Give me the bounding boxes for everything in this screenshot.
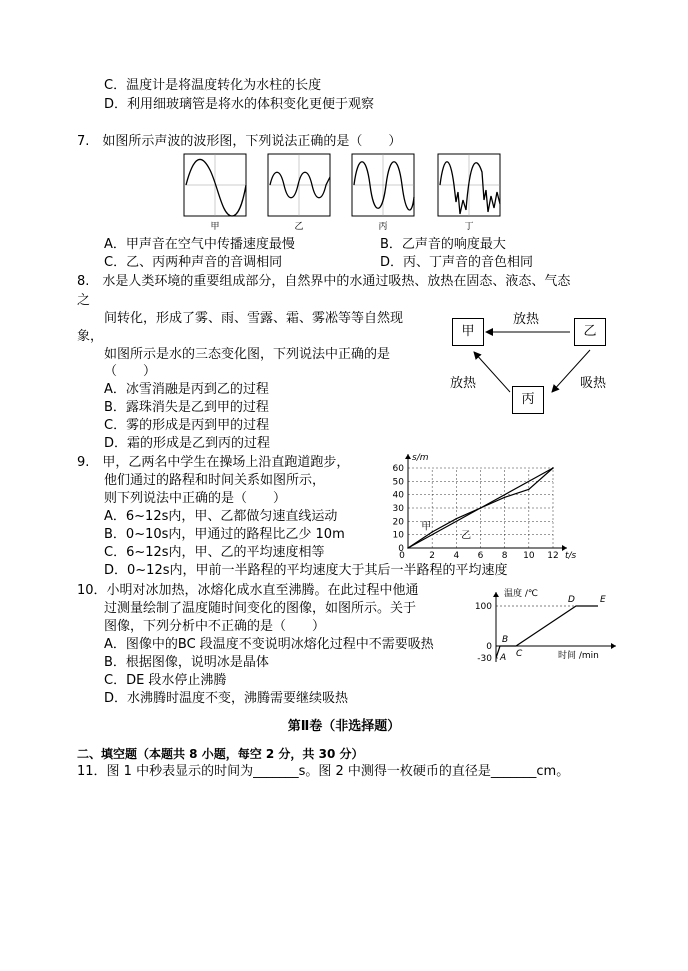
series-0-point-1	[431, 531, 432, 532]
y-tick-0: 0	[486, 642, 492, 652]
q8-option-b: B．露珠消失是乙到甲的过程	[104, 400, 269, 415]
wave-label-ding: 丁	[464, 222, 474, 232]
q6-option-c: C．温度计是将温度转化为水柱的长度	[104, 78, 322, 93]
y-axis-arrow	[405, 454, 411, 459]
q8-line1b: 之	[77, 293, 91, 308]
x-tick-4: 4	[453, 551, 460, 560]
q9-line2: 他们通过的路程和时间关系如图所示，	[104, 473, 326, 488]
origin-label: 0	[399, 551, 405, 560]
x-tick-8: 8	[501, 551, 508, 560]
series-1-point-0	[407, 547, 408, 548]
q7-option-c: C．乙、丙两种声音的音调相同	[104, 255, 283, 270]
y-tick-40: 40	[392, 490, 404, 501]
y-axis-label: s/m	[412, 453, 429, 463]
part-heading: 二、填空题（本题共 8 小题，每空 2 分，共 30 分）	[77, 747, 364, 761]
state-yi: 乙	[574, 318, 606, 346]
y-tick-30: 30	[392, 504, 404, 514]
waveform-yi	[268, 154, 330, 216]
label-top-fangre: 放热	[513, 312, 540, 327]
q9-line3: 则下列说法中正确的是（ ）	[104, 491, 287, 506]
y-tick-100: 100	[474, 602, 492, 612]
state-bing: 丙	[512, 386, 544, 414]
x-axis-arrow	[611, 643, 616, 649]
series-label-jia: 甲	[421, 521, 432, 533]
q8-option-a: A．冰雪消融是丙到乙的过程	[104, 382, 269, 397]
x-tick-2: 2	[429, 551, 436, 560]
state-jia: 甲	[452, 318, 484, 346]
series-label-yi: 乙	[461, 530, 472, 542]
y-tick-20: 20	[392, 517, 404, 528]
y-axis-arrow	[493, 592, 499, 597]
waveform-ding	[438, 154, 500, 216]
x-tick-6: 6	[477, 551, 484, 560]
q10-option-b: B．根据图像，说明冰是晶体	[104, 655, 269, 670]
q8-option-c: C．雾的形成是丙到甲的过程	[104, 418, 270, 433]
q7-option-d: D．丙、丁声音的音色相同	[380, 255, 534, 270]
q9-line1: 9. 甲，乙两名中学生在操场上沿直跑道跑步，	[77, 455, 350, 470]
q9-option-d: D．0~12s内，甲前一半路程的平均速度大于其后一半路程的平均速度	[104, 563, 508, 578]
q9-option-a: A．6~12s内，甲、乙都做匀速直线运动	[104, 509, 338, 524]
q8-line1: 8. 水是人类环境的重要组成部分，自然界中的水通过吸热、放热在固态、液态、气态	[77, 274, 571, 289]
x-tick-12: 12	[547, 551, 559, 560]
wave-label-yi: 乙	[294, 222, 304, 232]
waveform-svg	[180, 152, 510, 234]
point-label-D: D	[568, 595, 575, 605]
q9-option-b: B．0~10s内，甲通过的路程比乙少 10m	[104, 527, 345, 542]
series-1-point-2	[552, 467, 553, 468]
q8-line4: （ ）	[104, 364, 157, 379]
q7-option-a: A．甲声音在空气中传播速度最慢	[104, 237, 295, 252]
x-axis-label: t/s	[565, 551, 577, 560]
q9-option-c: C．6~12s内，甲、乙的平均速度相等	[104, 545, 325, 560]
q10-option-c: C．DE 段水停止沸腾	[104, 673, 227, 688]
x-axis-label: 时间 /min	[558, 651, 599, 661]
q8-line2: 间转化，形成了雾、雨、雪露、霜、雾凇等等自然现	[104, 311, 404, 326]
waveform-jia	[184, 154, 246, 216]
y-tick-0: 0	[398, 544, 404, 554]
y-tick-60: 60	[392, 464, 404, 474]
q7-option-b: B．乙声音的响度最大	[380, 237, 506, 252]
q8-option-d: D．霜的形成是乙到丙的过程	[104, 436, 271, 451]
y-tick-10: 10	[392, 530, 404, 541]
series-1-point-1	[480, 507, 481, 508]
st-chart	[382, 450, 592, 560]
y-axis-label: 温度 /℃	[504, 589, 539, 599]
y-tick--30: -30	[477, 654, 492, 664]
point-label-B: B	[502, 635, 509, 645]
series-0-point-5	[528, 489, 529, 490]
q10-option-a: A．图像中的BC 段温度不变说明冰熔化过程中不需要吸热	[104, 637, 434, 652]
state-diagram	[440, 310, 620, 420]
q10-line3: 图像，下列分析中不正确的是（ ）	[104, 619, 326, 634]
q10-line1: 10．小明对冰加热，冰熔化成水直至沸腾。在此过程中他通	[77, 583, 419, 598]
q8-line3: 如图所示是水的三态变化图，下列说法中正确的是	[104, 347, 391, 362]
q7-stem: 7. 如图所示声波的波形图，下列说法正确的是（ ）	[77, 134, 402, 149]
x-tick-10: 10	[523, 551, 535, 560]
wave-label-jia: 甲	[210, 222, 220, 232]
q11-text: 11．图 1 中秒表显示的时间为_______s。图 2 中测得一枚硬币的直径是_______cm。	[77, 764, 570, 779]
waveforms	[180, 152, 510, 234]
waveform-bing	[352, 154, 414, 216]
q10-option-d: D．水沸腾时温度不变，沸腾需要继续吸热	[104, 691, 349, 706]
point-label-A: A	[500, 653, 507, 663]
series-0-point-2	[456, 518, 457, 519]
q8-line2b: 象，	[77, 329, 104, 344]
q10-line2: 过测量绘制了温度随时间变化的图像，如图所示。关于	[104, 601, 417, 616]
q6-option-d: D．利用细玻璃管是将水的体积变化更便于观察	[104, 97, 375, 112]
label-left-fangre: 放热	[450, 376, 477, 391]
wave-label-bing: 丙	[378, 222, 388, 232]
point-label-E: E	[600, 595, 606, 605]
point-label-C: C	[516, 649, 523, 659]
y-tick-50: 50	[392, 477, 404, 488]
temp-chart	[470, 588, 620, 668]
label-right-xire: 吸热	[580, 376, 607, 391]
series-0-point-4	[504, 497, 505, 498]
section-title: 第Ⅱ卷（非选择题）	[287, 719, 401, 734]
